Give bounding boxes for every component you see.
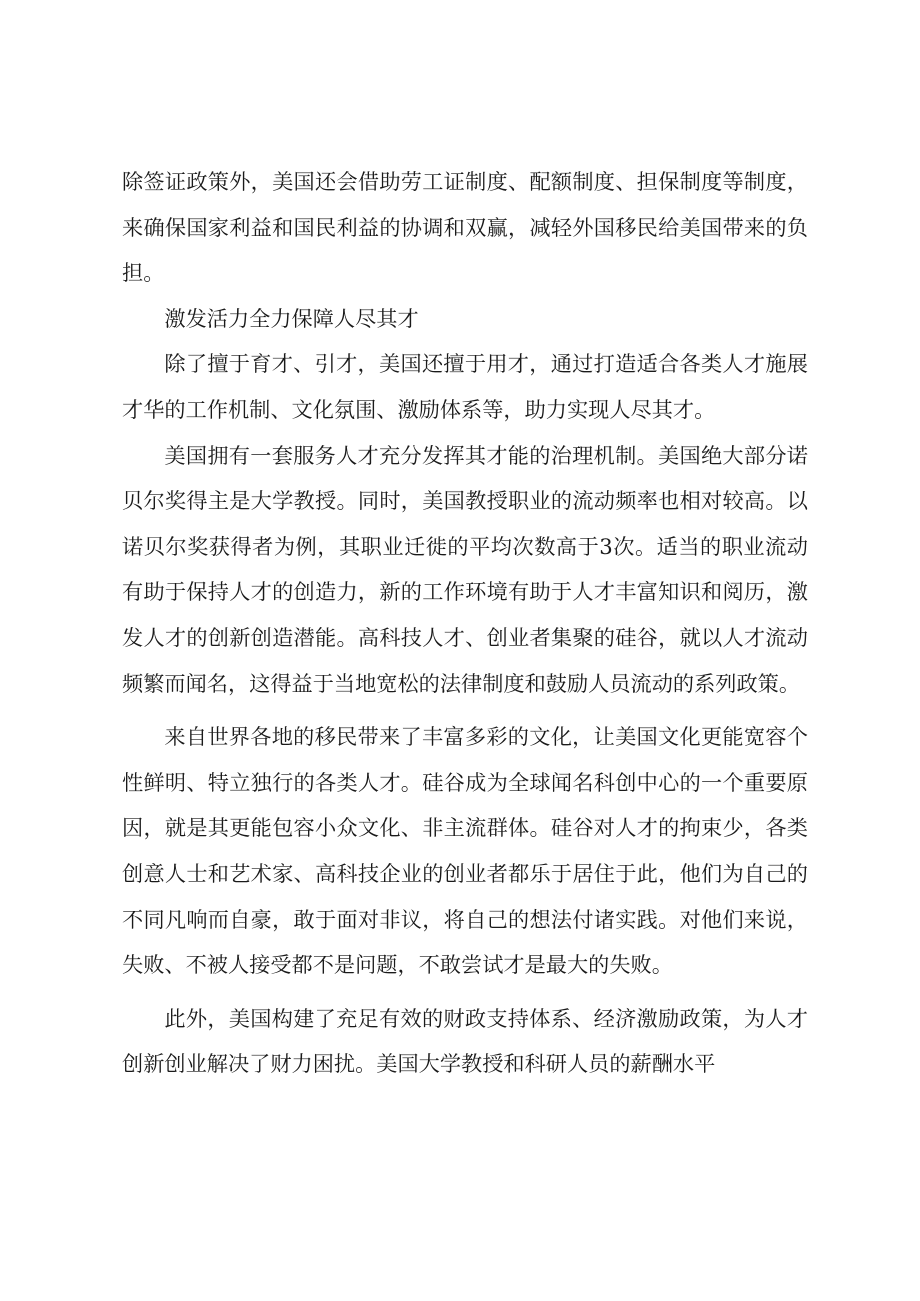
paragraph-culture: 来自世界各地的移民带来了丰富多彩的文化，让美国文化更能宽容个性鲜明、特立独行的各类人才。硅谷成为全球闻名科创中心的一个重要原因，就是其更能包容小众文化、非主流群体。硅谷对人才的拘束少，各类创意人士和艺术家、高科技企业的创业者都乐于居住于此，他们为自己的不同凡响而自豪，敢于面对非议，将自己的想法付诸实践。对他们来说，失败、不被人接受都不是问题，不敢尝试才是最大的失败。 xyxy=(122,724,808,978)
section-heading: 激发活力全力保障人尽其才 xyxy=(164,305,419,331)
paragraph-governance: 美国拥有一套服务人才充分发挥其才能的治理机制。美国绝大部分诺贝尔奖得主是大学教授。同时，美国教授职业的流动频率也相对较高。以诺贝尔奖获得者为例，其职业迁徙的平均次数高于3次。适当的职业流动有助于保持人才的创造力，新的工作环境有助于人才丰富知识和阅历，激发人才的创新创造潜能。高科技人才、创业者集聚的硅谷，就以人才流动频繁而闻名，这得益于当地宽松的法律制度和鼓励人员流动的系列政策。 xyxy=(122,442,808,696)
paragraph-talent-use: 除了擅于育才、引才，美国还擅于用才，通过打造适合各类人才施展才华的工作机制、文化氛围、激励体系等，助力实现人尽其才。 xyxy=(122,351,808,422)
document-body xyxy=(122,159,808,1087)
paragraph-finance: 此外，美国构建了充足有效的财政支持体系、经济激励政策，为人才创新创业解决了财力困扰。美国大学教授和科研人员的薪酬水平 xyxy=(122,1005,808,1077)
paragraph-visa-policy: 除签证政策外，美国还会借助劳工证制度、配额制度、担保制度等制度，来确保国家利益和国民利益的协调和双赢，减轻外国移民给美国带来的负担。 xyxy=(122,169,808,286)
